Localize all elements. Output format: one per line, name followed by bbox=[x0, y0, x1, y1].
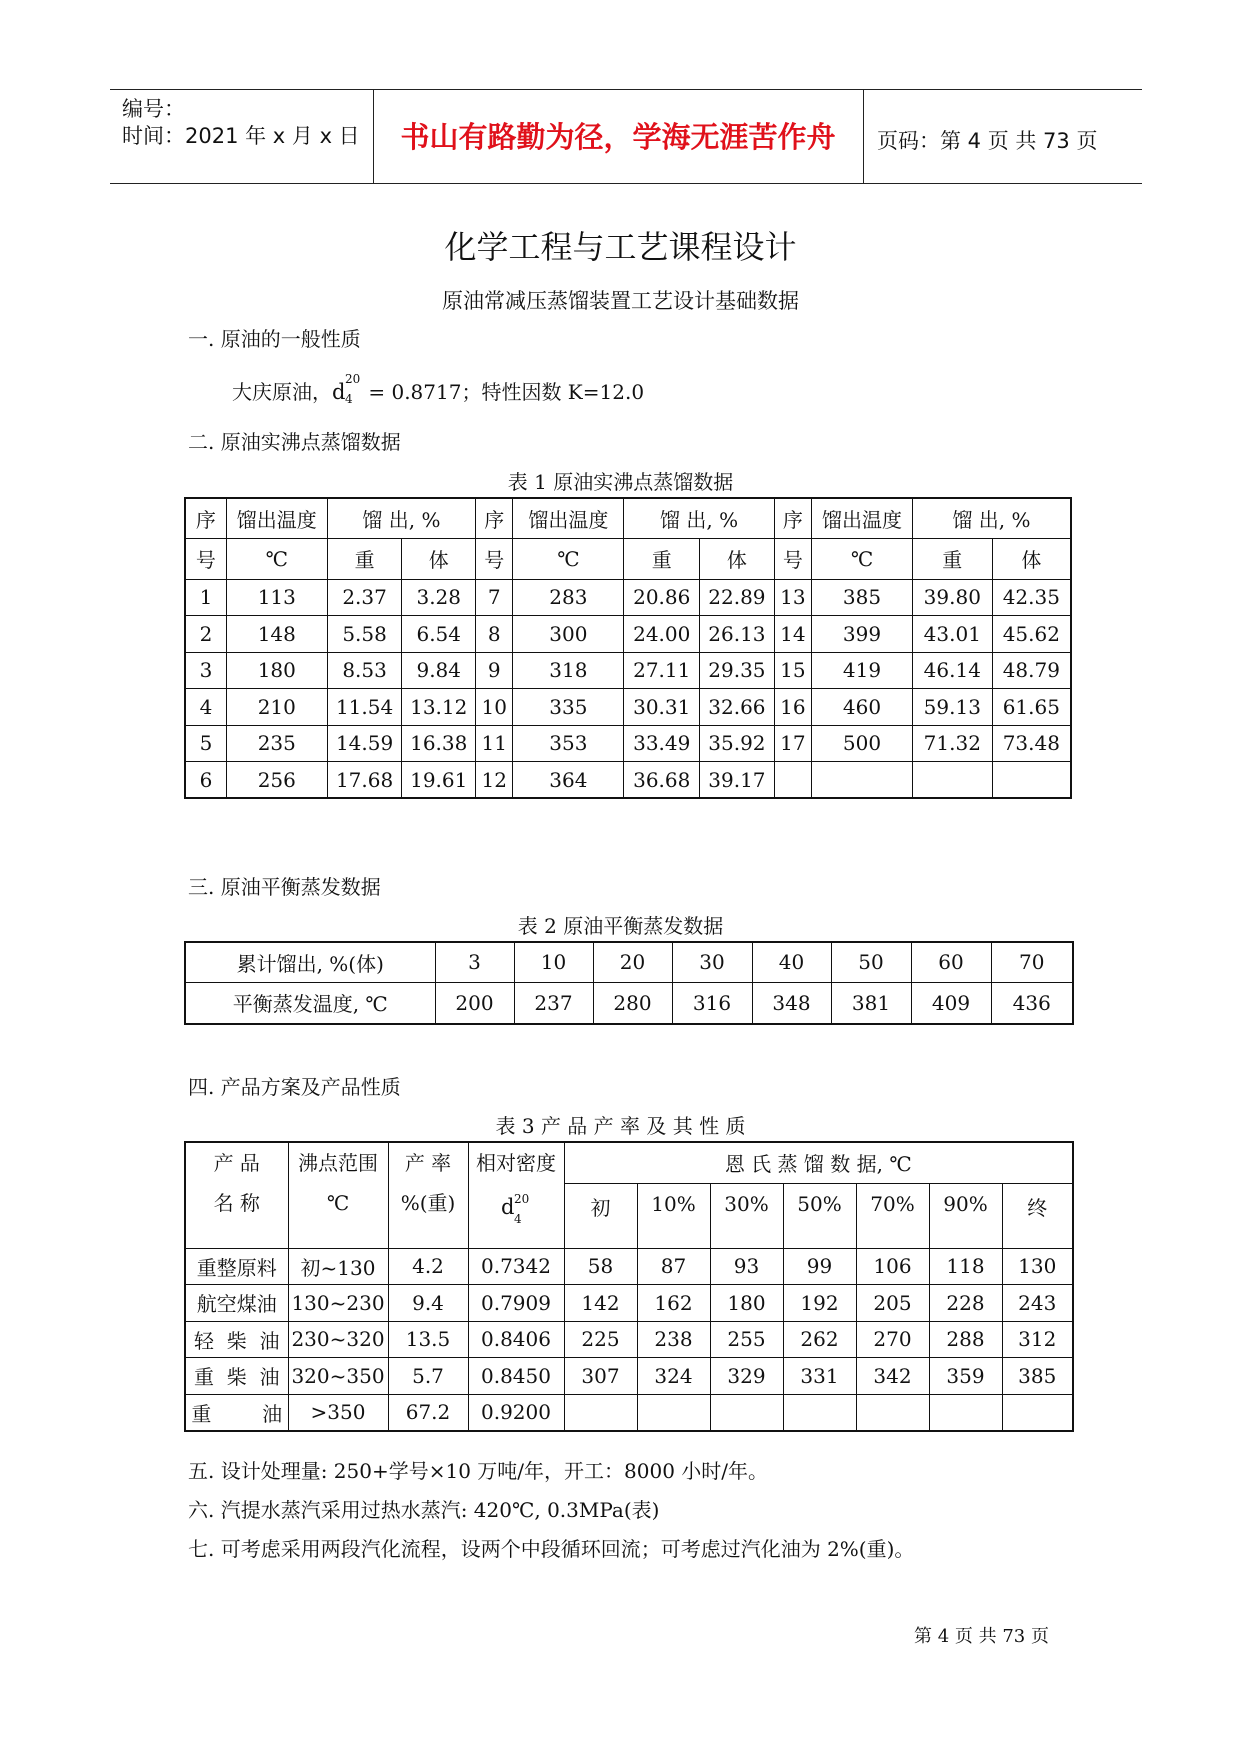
t1-cell: 4 bbox=[185, 689, 226, 726]
t3-cell: 重 柴 油 bbox=[185, 1358, 288, 1395]
t1-h-wt-3: 重 bbox=[912, 538, 992, 579]
t3-cell: 312 bbox=[1002, 1321, 1073, 1358]
section-4-heading: 四. 产品方案及产品性质 bbox=[188, 1075, 401, 1099]
t1-cell: 6.54 bbox=[402, 616, 476, 653]
t1-cell bbox=[912, 762, 992, 799]
doc-number-label: 编号： bbox=[122, 97, 185, 121]
t1-h-vol-3: 体 bbox=[992, 538, 1071, 579]
t1-cell: 318 bbox=[513, 652, 624, 689]
t1-cell: 36.68 bbox=[624, 762, 700, 799]
t1-h-unit-3: ℃ bbox=[812, 538, 913, 579]
t1-cell: 180 bbox=[226, 652, 327, 689]
t3-cell: 320~350 bbox=[288, 1358, 388, 1395]
t1-cell: 335 bbox=[513, 689, 624, 726]
t2-cell: 70 bbox=[991, 942, 1073, 982]
t1-h-yield-3: 馏 出, % bbox=[912, 498, 1071, 538]
t1-cell: 210 bbox=[226, 689, 327, 726]
t1-h-wt-1: 重 bbox=[327, 538, 402, 579]
t1-cell: 235 bbox=[226, 725, 327, 762]
density-sup: 20 bbox=[345, 372, 361, 386]
t1-cell: 29.35 bbox=[700, 652, 775, 689]
t1-body bbox=[185, 579, 1071, 798]
t3-cell bbox=[783, 1394, 856, 1431]
header-bottom-rule bbox=[110, 183, 1142, 184]
t2-cell: 200 bbox=[435, 982, 514, 1024]
t1-h-seq-3: 序 bbox=[774, 498, 811, 538]
t1-h-seq-1: 序 bbox=[185, 498, 226, 538]
t3-cell: >350 bbox=[288, 1394, 388, 1431]
t3-cell: 324 bbox=[637, 1358, 710, 1395]
t3-cell: 255 bbox=[710, 1321, 783, 1358]
t1-h-vol-2: 体 bbox=[700, 538, 775, 579]
header-page-info: 页码：第 4 页 共 73 页 bbox=[877, 129, 1098, 153]
t2-cell: 436 bbox=[991, 982, 1073, 1024]
t3-body bbox=[185, 1248, 1073, 1431]
t3-cell: 331 bbox=[783, 1358, 856, 1395]
t1-cell: 9 bbox=[476, 652, 513, 689]
table-row bbox=[185, 652, 1071, 689]
t3-cell: 288 bbox=[929, 1321, 1002, 1358]
t2-cell: 316 bbox=[672, 982, 752, 1024]
t1-h-yield-1: 馏 出, % bbox=[327, 498, 475, 538]
t3-h-range-top: 沸点范围 bbox=[298, 1151, 378, 1175]
t1-cell: 14 bbox=[774, 616, 811, 653]
t3-cell: 0.8406 bbox=[468, 1321, 564, 1358]
t3-cell bbox=[856, 1394, 929, 1431]
t3-cell: 262 bbox=[783, 1321, 856, 1358]
t3-cell: 238 bbox=[637, 1321, 710, 1358]
t1-cell: 24.00 bbox=[624, 616, 700, 653]
t1-cell: 5 bbox=[185, 725, 226, 762]
t3-cell: 192 bbox=[783, 1285, 856, 1322]
t1-h-unit-2: ℃ bbox=[513, 538, 624, 579]
density-d: d bbox=[332, 380, 346, 404]
t1-cell: 256 bbox=[226, 762, 327, 799]
t3-cell: 130 bbox=[1002, 1248, 1073, 1285]
t3-cell: 0.7342 bbox=[468, 1248, 564, 1285]
t1-h-seq-b-1: 号 bbox=[185, 538, 226, 579]
t1-h-unit-1: ℃ bbox=[226, 538, 327, 579]
t3-cell: 243 bbox=[1002, 1285, 1073, 1322]
t1-cell: 3.28 bbox=[402, 579, 476, 616]
t3-cell: 轻 柴 油 bbox=[185, 1321, 288, 1358]
t3-cell bbox=[637, 1394, 710, 1431]
table-row bbox=[185, 1248, 1073, 1285]
header-top-rule bbox=[110, 89, 1142, 90]
section-7-text: 七. 可考虑采用两段汽化流程，设两个中段循环回流；可考虑过汽化油为 2%(重)。 bbox=[188, 1537, 915, 1561]
t1-cell: 59.13 bbox=[912, 689, 992, 726]
t1-cell: 14.59 bbox=[327, 725, 402, 762]
t3-cell bbox=[564, 1394, 637, 1431]
t1-cell: 1 bbox=[185, 579, 226, 616]
table-row bbox=[185, 616, 1071, 653]
t1-cell: 13 bbox=[774, 579, 811, 616]
t1-cell: 353 bbox=[513, 725, 624, 762]
t3-cell: 0.9200 bbox=[468, 1394, 564, 1431]
t3-h-engler: 恩 氏 蒸 馏 数 据, ℃ bbox=[564, 1142, 1073, 1183]
section-3-heading: 三. 原油平衡蒸发数据 bbox=[188, 875, 381, 899]
section-6-text: 六. 汽提水蒸汽采用过热水蒸汽: 420℃, 0.3MPa(表) bbox=[188, 1498, 660, 1522]
t1-cell: 7 bbox=[476, 579, 513, 616]
t1-cell: 17 bbox=[774, 725, 811, 762]
t3-h-range bbox=[288, 1142, 388, 1248]
t3-cell bbox=[1002, 1394, 1073, 1431]
t1-h-vol-1: 体 bbox=[402, 538, 476, 579]
t2-cell: 348 bbox=[752, 982, 831, 1024]
t2-cell: 30 bbox=[672, 942, 752, 982]
table-row bbox=[185, 725, 1071, 762]
section-1-text bbox=[232, 372, 645, 406]
t3-h-range-bot: ℃ bbox=[326, 1191, 350, 1215]
t1-cell: 16 bbox=[774, 689, 811, 726]
table-row bbox=[185, 689, 1071, 726]
t2-cell: 280 bbox=[593, 982, 672, 1024]
t1-cell: 39.17 bbox=[700, 762, 775, 799]
t1-cell: 10 bbox=[476, 689, 513, 726]
t3-cell: 58 bbox=[564, 1248, 637, 1285]
section-5-text: 五. 设计处理量: 250+学号×10 万吨/年，开工：8000 小时/年。 bbox=[188, 1459, 769, 1483]
t1-cell: 399 bbox=[812, 616, 913, 653]
t3-cell: 99 bbox=[783, 1248, 856, 1285]
t1-cell: 39.80 bbox=[912, 579, 992, 616]
t1-cell: 30.31 bbox=[624, 689, 700, 726]
t2-cell: 50 bbox=[831, 942, 911, 982]
t3-engler-col: 10% bbox=[637, 1183, 710, 1248]
t2-cell: 40 bbox=[752, 942, 831, 982]
t3-cell: 106 bbox=[856, 1248, 929, 1285]
t1-cell: 26.13 bbox=[700, 616, 775, 653]
t1-cell: 43.01 bbox=[912, 616, 992, 653]
t1-cell: 32.66 bbox=[700, 689, 775, 726]
density-sub: 4 bbox=[345, 392, 353, 406]
table-1-caption: 表 1 原油实沸点蒸馏数据 bbox=[507, 470, 734, 494]
density-symbol bbox=[332, 372, 362, 406]
t3-density-d: d bbox=[501, 1195, 515, 1219]
t1-h-seq-b-3: 号 bbox=[774, 538, 811, 579]
t3-cell bbox=[710, 1394, 783, 1431]
t1-h-temp-2: 馏出温度 bbox=[513, 498, 624, 538]
section-2-heading: 二. 原油实沸点蒸馏数据 bbox=[188, 430, 401, 454]
t1-cell: 419 bbox=[812, 652, 913, 689]
t1-cell: 45.62 bbox=[992, 616, 1071, 653]
t3-cell bbox=[929, 1394, 1002, 1431]
t2-row2-label: 平衡蒸发温度, ℃ bbox=[185, 982, 435, 1024]
t1-h-temp-1: 馏出温度 bbox=[226, 498, 327, 538]
t3-cell: 0.8450 bbox=[468, 1358, 564, 1395]
t3-engler-col: 初 bbox=[564, 1183, 637, 1248]
t2-cell: 60 bbox=[911, 942, 991, 982]
t3-density-sup: 20 bbox=[514, 1192, 530, 1206]
t3-h-density bbox=[468, 1142, 564, 1248]
t1-h-temp-3: 馏出温度 bbox=[812, 498, 913, 538]
t3-engler-col: 90% bbox=[929, 1183, 1002, 1248]
t3-cell: 9.4 bbox=[388, 1285, 468, 1322]
t1-cell: 48.79 bbox=[992, 652, 1071, 689]
table-row bbox=[185, 579, 1071, 616]
t3-cell: 307 bbox=[564, 1358, 637, 1395]
t1-cell: 12 bbox=[476, 762, 513, 799]
t1-cell: 42.35 bbox=[992, 579, 1071, 616]
t1-h-yield-2: 馏 出, % bbox=[624, 498, 774, 538]
t1-cell: 27.11 bbox=[624, 652, 700, 689]
t2-cell: 381 bbox=[831, 982, 911, 1024]
t1-cell: 71.32 bbox=[912, 725, 992, 762]
t1-cell: 500 bbox=[812, 725, 913, 762]
t3-cell: 142 bbox=[564, 1285, 637, 1322]
t1-cell: 11 bbox=[476, 725, 513, 762]
t3-cell: 205 bbox=[856, 1285, 929, 1322]
t3-cell: 130~230 bbox=[288, 1285, 388, 1322]
t1-cell: 8 bbox=[476, 616, 513, 653]
t1-cell: 300 bbox=[513, 616, 624, 653]
t1-cell: 2.37 bbox=[327, 579, 402, 616]
t1-h-wt-2: 重 bbox=[624, 538, 700, 579]
t1-cell: 13.12 bbox=[402, 689, 476, 726]
t3-cell: 0.7909 bbox=[468, 1285, 564, 1322]
t1-cell: 35.92 bbox=[700, 725, 775, 762]
t1-cell: 148 bbox=[226, 616, 327, 653]
table-2-flash-vaporization bbox=[184, 941, 1074, 1025]
page-title: 化学工程与工艺课程设计 bbox=[444, 228, 797, 266]
t2-cell: 237 bbox=[514, 982, 593, 1024]
table-row bbox=[185, 1358, 1073, 1395]
t3-cell: 180 bbox=[710, 1285, 783, 1322]
t3-cell: 225 bbox=[564, 1321, 637, 1358]
table-3-products bbox=[184, 1141, 1074, 1432]
t3-cell: 342 bbox=[856, 1358, 929, 1395]
t1-h-seq-2: 序 bbox=[476, 498, 513, 538]
t1-cell bbox=[812, 762, 913, 799]
t1-cell: 16.38 bbox=[402, 725, 476, 762]
t1-h-seq-b-2: 号 bbox=[476, 538, 513, 579]
header-divider-right bbox=[863, 89, 864, 183]
t3-h-product bbox=[185, 1142, 288, 1248]
t2-cell: 409 bbox=[911, 982, 991, 1024]
table-1-tbp-distillation bbox=[184, 497, 1072, 799]
t3-h-product-bot: 名 称 bbox=[213, 1191, 260, 1215]
t1-cell: 61.65 bbox=[992, 689, 1071, 726]
t1-cell: 15 bbox=[774, 652, 811, 689]
t3-cell: 385 bbox=[1002, 1358, 1073, 1395]
t1-cell: 46.14 bbox=[912, 652, 992, 689]
t1-cell: 460 bbox=[812, 689, 913, 726]
table-row bbox=[185, 762, 1071, 799]
t3-h-yield-top: 产 率 bbox=[404, 1151, 452, 1175]
t1-cell: 33.49 bbox=[624, 725, 700, 762]
t3-cell: 重 油 bbox=[185, 1394, 288, 1431]
t3-cell: 329 bbox=[710, 1358, 783, 1395]
t2-row1-label: 累计馏出, %(体) bbox=[185, 942, 435, 982]
t1-cell: 2 bbox=[185, 616, 226, 653]
doc-time: 时间：2021 年 x 月 x 日 bbox=[122, 124, 360, 148]
t3-cell: 87 bbox=[637, 1248, 710, 1285]
t3-cell: 5.7 bbox=[388, 1358, 468, 1395]
t1-cell: 73.48 bbox=[992, 725, 1071, 762]
t1-cell bbox=[774, 762, 811, 799]
t3-cell: 118 bbox=[929, 1248, 1002, 1285]
t3-engler-col: 70% bbox=[856, 1183, 929, 1248]
t2-cell: 10 bbox=[514, 942, 593, 982]
t3-engler-col: 30% bbox=[710, 1183, 783, 1248]
header-motto: 书山有路勤为径，学海无涯苦作舟 bbox=[400, 120, 836, 154]
t3-cell: 162 bbox=[637, 1285, 710, 1322]
t3-density-sub: 4 bbox=[514, 1212, 522, 1226]
t3-cell: 359 bbox=[929, 1358, 1002, 1395]
t3-engler-col: 50% bbox=[783, 1183, 856, 1248]
table-3-caption: 表 3 产 品 产 率 及 其 性 质 bbox=[495, 1114, 746, 1138]
table-2-caption: 表 2 原油平衡蒸发数据 bbox=[517, 914, 724, 938]
page-footer: 第 4 页 共 73 页 bbox=[914, 1626, 1049, 1647]
t1-cell: 385 bbox=[812, 579, 913, 616]
table-row bbox=[185, 1321, 1073, 1358]
table-row bbox=[185, 1394, 1073, 1431]
table-row bbox=[185, 1285, 1073, 1322]
t3-cell: 初~130 bbox=[288, 1248, 388, 1285]
t2-cell: 20 bbox=[593, 942, 672, 982]
t3-cell: 67.2 bbox=[388, 1394, 468, 1431]
t1-cell: 9.84 bbox=[402, 652, 476, 689]
t1-cell: 3 bbox=[185, 652, 226, 689]
t3-cell: 228 bbox=[929, 1285, 1002, 1322]
t3-cell: 航空煤油 bbox=[185, 1285, 288, 1322]
t1-cell: 5.58 bbox=[327, 616, 402, 653]
t1-cell: 17.68 bbox=[327, 762, 402, 799]
t1-cell: 364 bbox=[513, 762, 624, 799]
t1-cell: 20.86 bbox=[624, 579, 700, 616]
t3-cell: 4.2 bbox=[388, 1248, 468, 1285]
t1-cell: 22.89 bbox=[700, 579, 775, 616]
t3-cell: 230~320 bbox=[288, 1321, 388, 1358]
t3-cell: 13.5 bbox=[388, 1321, 468, 1358]
t3-cell: 重整原料 bbox=[185, 1248, 288, 1285]
crude-name: 大庆原油， bbox=[232, 380, 332, 404]
density-value-text: = 0.8717；特性因数 K=12.0 bbox=[362, 380, 645, 404]
t3-h-yield-bot: %(重) bbox=[400, 1191, 456, 1215]
section-1-heading: 一. 原油的一般性质 bbox=[188, 327, 361, 351]
t3-cell: 270 bbox=[856, 1321, 929, 1358]
t1-cell bbox=[992, 762, 1071, 799]
t3-cell: 93 bbox=[710, 1248, 783, 1285]
page-subtitle: 原油常减压蒸馏装置工艺设计基础数据 bbox=[442, 289, 799, 313]
t1-cell: 11.54 bbox=[327, 689, 402, 726]
t3-engler-col: 终 bbox=[1002, 1183, 1073, 1248]
t3-h-yield bbox=[388, 1142, 468, 1248]
t1-cell: 283 bbox=[513, 579, 624, 616]
t2-cell: 3 bbox=[435, 942, 514, 982]
t1-cell: 113 bbox=[226, 579, 327, 616]
t3-h-density-symbol bbox=[469, 1183, 564, 1227]
t3-h-product-top: 产 品 bbox=[213, 1151, 260, 1175]
t1-cell: 8.53 bbox=[327, 652, 402, 689]
t1-cell: 19.61 bbox=[402, 762, 476, 799]
t1-cell: 6 bbox=[185, 762, 226, 799]
t3-h-density-top: 相对密度 bbox=[476, 1151, 556, 1175]
